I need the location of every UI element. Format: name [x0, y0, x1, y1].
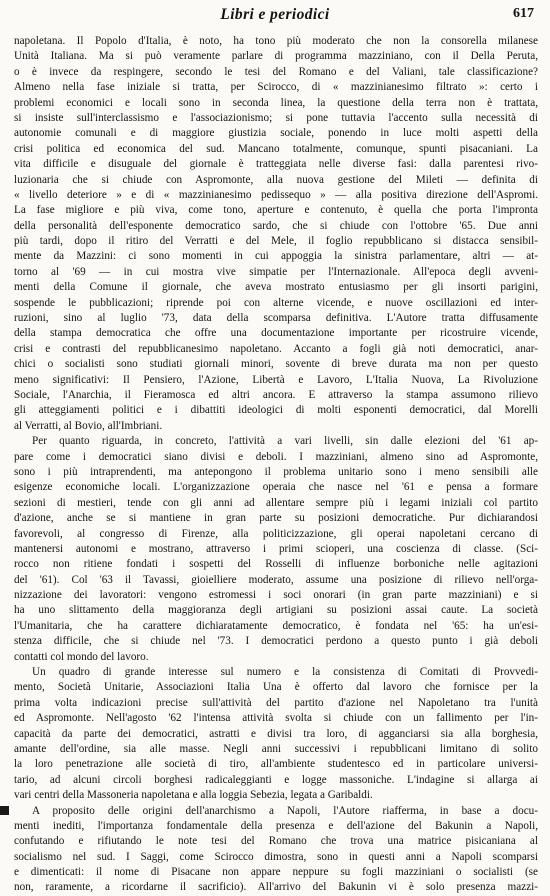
text-line: prima volta indicazioni precise sull'attività del partito d'azione nel Napoletano tra l'unità: [14, 696, 538, 709]
text-line: sono i più intraprendenti, ma antepongono il problema unitario sono i meno sensibili alle: [14, 465, 538, 478]
text-line: esigenze economiche locali. L'organizzazione operaia che nasce nel '61 e pensa a formare: [14, 481, 538, 494]
text-line: chici o socialisti sono studiati giornali minori, sovente di breve durata ma non per questo: [14, 358, 538, 371]
text-line: A proposito delle origini dell'anarchismo a Napoli, l'Autore riafferma, in base a docu-: [32, 804, 538, 817]
text-line: sospende le pubblicazioni; riprende poi con alterne vicende, e nuove oscillazioni ed inter-: [14, 296, 538, 309]
text-line: La fase migliore e più viva, come tono, aperture e contenuto, è quella che porta l'impronta: [14, 204, 538, 217]
page-number: 617: [513, 6, 534, 21]
text-line: ed Aspromonte. Nell'agosto '62 l'intensa attività svolta si chiude con un fallimento per l'in-: [14, 712, 538, 725]
text-line: sezioni di mestieri, tende con gli anni ad allentare sempre più i legami iniziali col partito: [14, 496, 538, 509]
text-line: amante dell'ordine, sia alle masse. Negli anni successivi i repubblicani limitano di solito: [14, 742, 538, 755]
text-line: Unità Italiana. Ma si può veramente parlare di programma mazziniano, con il Della Peruta,: [14, 50, 538, 63]
text-line: mantenersi autonomi e mostrano, attraverso i primi scioperi, una coscienza di classe. (Sci-: [14, 542, 538, 555]
text-line: rocco non ritiene fondati i sospetti del Rosselli di influenze borboniche nelle agitazioni: [14, 558, 538, 571]
text-line: torno al '69 — in cui mostra vive simpatie per l'Internazionale. All'epoca degli avveni-: [14, 265, 538, 278]
running-head: [0, 6, 550, 28]
text-line: problemi economici e locali sono in seconda linea, la questione della terra non è trattata,: [14, 96, 538, 109]
text-line: crisi politica ed economica del sud. Mancano totalmente, comunque, spunti pisacaniani. La: [14, 142, 538, 155]
text-line: o è invece da respingere, secondo le tesi del Romano e del Valiani, tale classificazione?: [14, 65, 538, 78]
text-line: tario, ad alcuni circoli borghesi radicaleggianti e logge massoniche. L'indagine si allarga ai: [14, 773, 538, 786]
text-line: non, raramente, a ricordarne il sacrificio). All'arrivo del Bakunin vi è solo presenza mazzi-: [14, 881, 538, 894]
text-line: autonomie comunali e di maggiore giustizia sociale, ponendo in luce molti aspetti della: [14, 127, 538, 140]
text-line: menti inediti, l'importanza fondamentale della presenza e dell'azione del Bakunin a Napoli,: [14, 819, 538, 832]
text-line: favorevoli, al congresso di Firenze, alla politicizzazione, gli operai napoletani cercano di: [14, 527, 538, 540]
text-line: Per quanto riguarda, in concreto, l'attività a vari livelli, sin dalle elezioni del '61 ap-: [32, 435, 538, 448]
text-line: vita difficile e disuguale del giornale è tratteggiata nelle diverse fasi: dalla parentesi rivo-: [14, 158, 538, 171]
running-title: Libri e periodici: [220, 6, 330, 23]
text-line: capacità da parte dei democratici, astratti e divisi tra loro, di agganciarsi sia alla borghesia,: [14, 727, 538, 740]
text-line: Un quadro di grande interesse sul numero e la consistenza di Comitati di Provvedi-: [32, 666, 538, 679]
text-line: menti della Comune il giornale, che aveva mostrato entusiasmo per gli insorti parigini,: [14, 281, 538, 294]
text-line: della stampa democratica che offre una documentazione importante per ricostruire vicende,: [14, 327, 538, 340]
text-line: confutando e rifiutando le note tesi del Romano che trova una matrice pisicaniana al: [14, 835, 538, 848]
text-line: ha uno slittamento della maggioranza degli artigiani su posizioni assai caute. La società: [14, 604, 538, 617]
text-line: socialismo nel sud. I Saggi, come Scirocco dimostra, sono in questi anni a Napoli scomparsi: [14, 850, 538, 863]
text-line: della personalità dell'esponente democratico sardo, che si chiude con l'ottobre '65. Due anni: [14, 219, 538, 232]
text-line: ruzioni, sino al luglio '73, data della scomparsa definitiva. L'Autore tratta diffusamente: [14, 312, 538, 325]
text-line: pare come i democratici siano divisi e deboli. I mazziniani, almeno sino ad Aspromonte,: [14, 450, 538, 463]
text-line: del '61). Col '63 il Tavassi, gioielliere moderato, assume una posizione di rilievo nell'orga-: [14, 573, 538, 586]
text-line: d'azione, anche se si mantiene in gran parte su posizioni democratiche. Pur dichiarandosi: [14, 512, 538, 525]
text-line: Almeno nella fase iniziale si tratta, per Scirocco, di « mazzinianesimo filtrato »: certo i: [14, 81, 538, 94]
text-line: e dimenticati: il nome di Pisacane non appare neppure su fogli mazziniani o socialisti (se: [14, 866, 538, 879]
text-line: meno significativi: Il Pensiero, l'Azione, Libertà e Lavoro, L'Italia Nuova, La Rivoluzione: [14, 373, 538, 386]
text-line: si insiste sull'interclassismo e l'associazionismo; si pone tuttavia l'accento sulla necessità di: [14, 111, 538, 124]
text-line: più tardi, dopo il ritiro del Verratti e del Mele, il foglio repubblicano si distacca sensibil-: [14, 235, 538, 248]
text-line: « livello deteriore » e di « mazzinianesimo pedissequo » — alla positiva direzione dell'Aspromi.: [14, 188, 538, 201]
text-line: crisi e contrasti del repubblicanesimo napoletano. Accanto a fogli già noti democratici, anar-: [14, 342, 538, 355]
text-line: mento, Società Unitarie, Associazioni Italia Una è offerto dal lavoro che fornisce per la: [14, 681, 538, 694]
text-line: gli atteggiamenti politici e i dibattiti ideologici di molti esponenti democratici, dal Morelli: [14, 404, 538, 417]
text-line: vari centri della Massoneria napoletana e alla loggia Sebezia, legata a Garibaldi.: [14, 789, 373, 802]
text-line: nizzazione dei lavoratori: vengono estromessi i soci onorari (in gran parte mazziniani) e si: [14, 589, 538, 602]
text-line: mente da Mazzini: ci sono momenti in cui appoggia la sinistra parlamentare, altri — at-: [14, 250, 538, 263]
text-line: la loro penetrazione alle società di tiro, all'ambiente studentesco ed in particolare universi-: [14, 758, 538, 771]
text-line: l'Umanitaria, che ha carattere dichiaratamente democratico, è fondata nel '65: ha un'esi-: [14, 619, 538, 632]
text-line: luzionaria che si chiude con Aspromonte, alla nuova gestione del Mileti — definita di: [14, 173, 538, 186]
text-line: Sociale, l'Anarchia, il Fieramosca ed altri ancora. E attraverso la stampa assumono rilievo: [14, 388, 538, 401]
text-line: napoletana. Il Popolo d'Italia, è noto, ha tono più moderato che non la consorella milanese: [14, 35, 538, 47]
margin-mark: [0, 806, 9, 815]
text-line: contatti col mondo del lavoro.: [14, 650, 149, 663]
text-line: al Verratti, al Bovio, all'Imbriani.: [14, 419, 163, 432]
body-text: [14, 34, 538, 894]
text-line: stenza difficile, che si chiude nel '73. I democratici perdono a questo punto i già deboli: [14, 635, 538, 648]
